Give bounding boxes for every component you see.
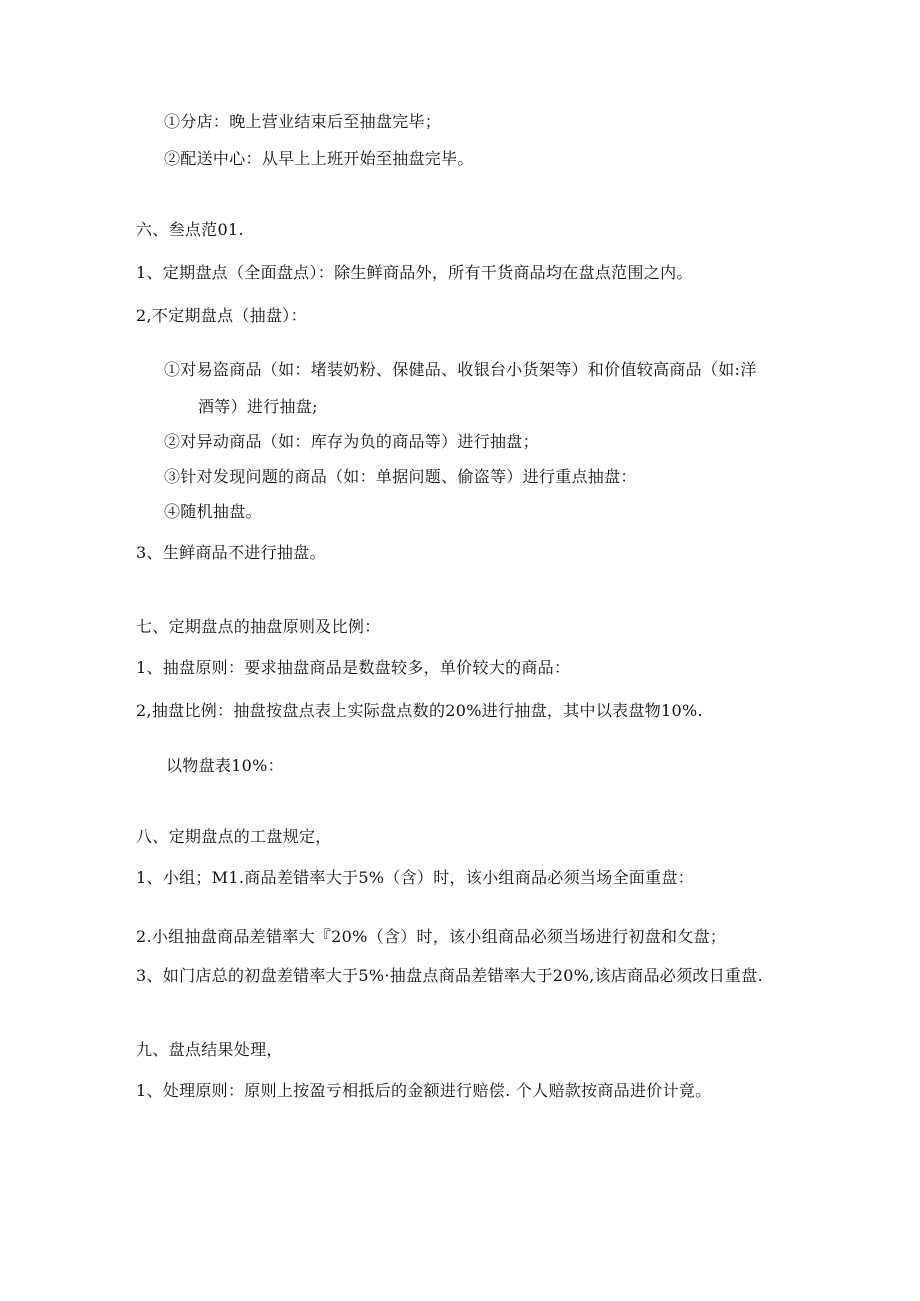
paragraph-group-check-error: 2.小组抽盘商品差错率大『20%（含）时，该小组商品必须当场进行初盘和攵盘； — [136, 927, 727, 946]
item-problem-goods: ③针对发现问题的商品（如：单据问题、偷盗等）进行重点抽盘： — [164, 467, 637, 486]
item-distribution-center: ②配送中心：从早上上班开始至抽盘完毕。 — [164, 149, 474, 168]
section-heading-7: 七、定期盘点的抽盘原则及比例： — [136, 617, 381, 636]
item-theft-prone-goods-cont: 酒等）进行抽盘; — [198, 397, 318, 416]
paragraph-group-error-rate: 1、小组；M1.商品差错率大于5%（含）时，该小组商品必须当场全面重盘： — [136, 868, 695, 887]
paragraph-check-principle: 1、抽盘原则：要求抽盘商品是数盘较多，单价较大的商品： — [136, 658, 571, 677]
paragraph-regular-count: 1、定期盘点（全面盘点）：除生鲜商品外，所有干货商品均在盘点范围之内。 — [136, 263, 693, 282]
section-heading-6: 六、叁点范01. — [136, 220, 244, 239]
section-heading-9: 九、盘点结果处理， — [136, 1040, 283, 1059]
item-abnormal-goods: ②对异动商品（如：库存为负的商品等）进行抽盘； — [164, 432, 539, 451]
item-theft-prone-goods: ①对易盗商品（如：堵装奶粉、保健品、收银台小货架等）和价值较高商品（如:洋 — [164, 360, 757, 379]
section-heading-8: 八、定期盘点的工盘规定， — [136, 827, 332, 846]
paragraph-store-error-rate: 3、如门店总的初盘差错率大于5%·抽盘点商品差错率大于20%,该店商品必须改日重盘. — [136, 966, 763, 985]
item-branch-store: ①分店：晚上营业结束后至抽盘完毕； — [164, 112, 442, 131]
paragraph-check-ratio: 2,抽盘比例：抽盘按盘点表上实际盘点数的20%进行抽盘，其中以表盘物10%. — [136, 701, 703, 720]
paragraph-irregular-count: 2,不定期盘点（抽盘）： — [136, 306, 307, 325]
paragraph-fresh-goods: 3、生鲜商品不进行抽盘。 — [136, 543, 326, 562]
paragraph-result-principle: 1、处理原则：原则上按盈亏相抵后的金额进行赔偿. 个人赔款按商品进价计竟。 — [136, 1081, 712, 1100]
paragraph-check-ratio-cont: 以物盘表10%： — [166, 756, 284, 775]
item-random-check: ④随机抽盘。 — [164, 502, 262, 521]
